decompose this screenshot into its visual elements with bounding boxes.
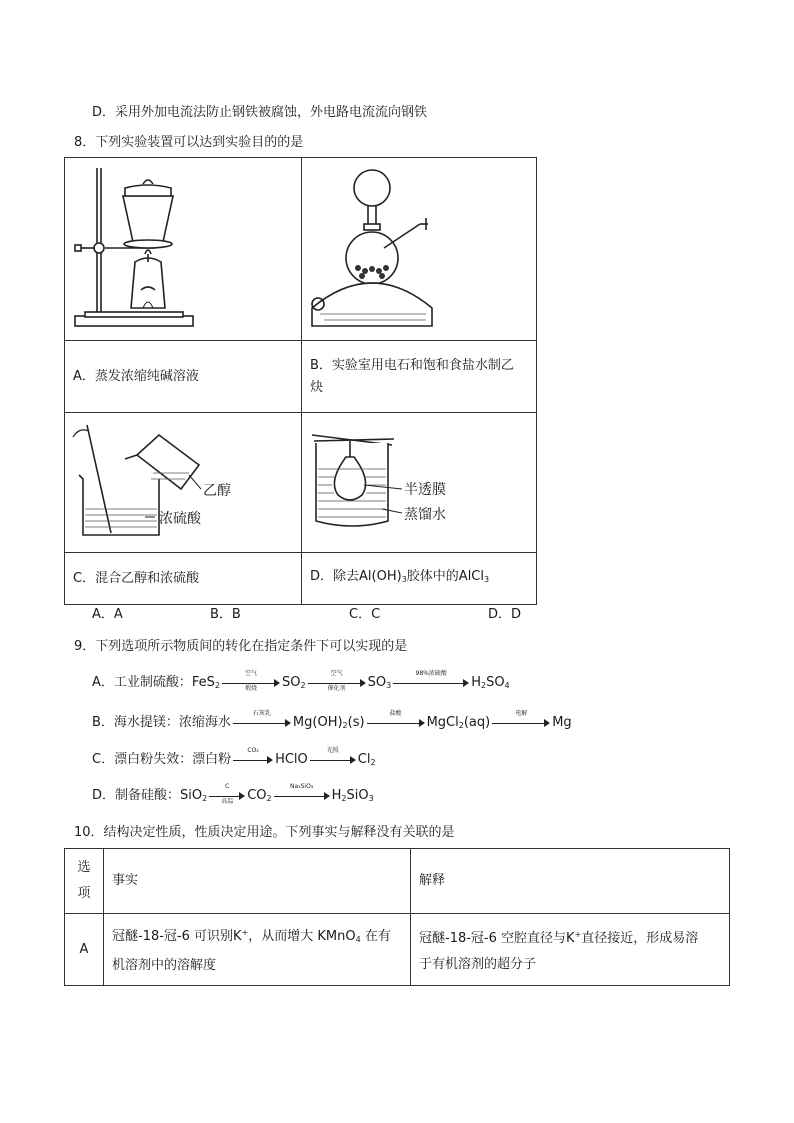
apparatus-b-caption-line1: B．实验室用电石和饱和食盐水制乙 xyxy=(310,357,514,373)
q9c-hclo: HClO xyxy=(275,752,308,767)
q9b-mg: Mg xyxy=(552,715,572,730)
apparatus-a-caption: A．蒸发浓缩纯碱溶液 xyxy=(65,341,302,413)
q9d-cond2-top: Na₂SiO₃ xyxy=(290,782,314,790)
arrow-icon xyxy=(310,746,356,766)
dialysis-apparatus-image xyxy=(302,413,536,548)
arrow-icon xyxy=(367,709,425,729)
row-a-option: A xyxy=(65,914,104,986)
expl-part2: 直径接近，形成易溶 xyxy=(581,930,699,946)
q9b-mgoh2: Mg(OH) xyxy=(292,715,343,730)
q9a-h-sub: 2 xyxy=(480,681,487,690)
q9c-prefix: C．漂白粉失效：漂白粉 xyxy=(92,752,232,767)
q9b-mgcl2-sub: 2 xyxy=(458,721,464,730)
q9a-so2-sub: 2 xyxy=(300,681,306,690)
q8-answer-b: B．B xyxy=(210,607,241,622)
q9b-cond2-top: 盐酸 xyxy=(389,709,402,717)
q9d-sio2-sub: 2 xyxy=(202,794,208,803)
arrow-icon xyxy=(222,669,280,692)
q9d-cond1-bottom: 高温 xyxy=(221,797,234,805)
q9d-h: H xyxy=(331,788,342,803)
fact-part1: 冠醚-18-冠-6 可识别 xyxy=(112,929,234,944)
q9a-so3-sub: 3 xyxy=(386,681,392,690)
q9a-so: SO xyxy=(486,675,505,690)
header-fact: 事实 xyxy=(104,849,411,914)
row-a-fact xyxy=(104,914,411,986)
q9b-mgoh2-sub: 2 xyxy=(342,721,348,730)
apparatus-b-caption-line2: 炔 xyxy=(310,379,324,395)
fact-part2: ，从而增大 KMnO xyxy=(248,929,356,944)
fact-part3: 在有 xyxy=(360,929,391,944)
arrow-icon xyxy=(233,746,273,766)
header-option xyxy=(65,849,104,914)
q8-answer-d: D．D xyxy=(488,607,522,622)
q9d-cond1-top: C xyxy=(225,782,230,790)
apparatus-d-cell xyxy=(302,413,537,553)
caption-d-oh: (OH) xyxy=(371,569,402,584)
q9a-so2: SO xyxy=(282,675,301,690)
q9-option-b xyxy=(92,709,572,735)
q9d-sio2: SiO xyxy=(180,788,203,803)
q9d-h-sub: 2 xyxy=(341,794,347,803)
q9b-prefix: B．海水提镁：浓缩海水 xyxy=(92,715,231,730)
caption-d-alcl: AlCl xyxy=(458,569,484,584)
q9d-co2-sub: 2 xyxy=(266,794,272,803)
evaporation-apparatus-image xyxy=(65,158,301,336)
expl-part1: 冠醚-18-冠-6 空腔直径与 xyxy=(419,930,567,946)
q7-option-d: D．采用外加电流法防止钢铁被腐蚀，外电路电流流向钢铁 xyxy=(92,105,428,120)
q9c-cond2-top: 光照 xyxy=(326,746,339,754)
q9b-state-aq: (aq) xyxy=(463,715,491,730)
table-row xyxy=(65,914,730,986)
label-distilled-water: 蒸馏水 xyxy=(404,507,446,523)
q9a-cond1-top: 空气 xyxy=(245,669,258,677)
caption-d-sub: 3 xyxy=(401,575,407,584)
q9a-prefix: A．工业制硫酸： xyxy=(92,675,192,690)
apparatus-a-cell xyxy=(65,158,302,341)
arrow-icon xyxy=(492,709,550,729)
caption-d-mid: 胶体中的 xyxy=(406,569,459,584)
apparatus-b-cell xyxy=(302,158,537,341)
apparatus-b-caption xyxy=(302,341,537,413)
label-concentrated-sulfuric-acid: 浓硫酸 xyxy=(159,511,201,527)
q9-option-a xyxy=(92,669,510,695)
q8-apparatus-table xyxy=(64,157,537,605)
q9c-cl-sub: 2 xyxy=(370,758,376,767)
q9a-cond1-bottom: 煅烧 xyxy=(245,684,258,692)
q9c-cl: Cl xyxy=(357,752,371,767)
mixing-apparatus-image xyxy=(65,413,301,548)
apparatus-d-caption xyxy=(302,553,537,605)
arrow-icon xyxy=(233,709,291,729)
q9a-cond2-bottom: 催化剂 xyxy=(327,684,346,692)
q8-answer-a: A．A xyxy=(92,607,123,622)
q9a-cond3-top: 98%浓硫酸 xyxy=(415,669,447,677)
expl-k: K xyxy=(566,930,575,946)
q9a-fes: FeS xyxy=(191,675,215,690)
apparatus-c-cell xyxy=(65,413,302,553)
header-explanation: 解释 xyxy=(411,849,730,914)
fact-k-charge: + xyxy=(241,928,249,937)
q9a-so4-sub: 4 xyxy=(504,681,510,690)
label-semipermeable-membrane: 半透膜 xyxy=(404,482,446,498)
table-header-row xyxy=(65,849,730,914)
caption-d-al: Al xyxy=(359,569,372,584)
q9d-sio3-sub: 3 xyxy=(368,794,374,803)
q9c-cond1-top: CO₂ xyxy=(247,746,259,754)
q9b-cond1-top: 石灰乳 xyxy=(252,709,271,717)
q9-option-c xyxy=(92,746,376,772)
fact-kmno4-sub: 4 xyxy=(355,935,361,944)
acetylene-generator-image xyxy=(302,158,536,336)
q8-answer-c: C．C xyxy=(349,607,381,622)
q10-table xyxy=(64,848,730,986)
header-option-line1: 选 xyxy=(77,860,91,875)
q9d-sio: SiO xyxy=(346,788,369,803)
arrow-icon xyxy=(308,669,366,692)
q9-stem: 9．下列选项所示物质间的转化在指定条件下可以实现的是 xyxy=(74,639,408,654)
header-option-line2: 项 xyxy=(77,886,91,901)
fact-k: K xyxy=(233,929,242,944)
arrow-icon xyxy=(274,782,330,802)
q9d-co2: CO xyxy=(247,788,267,803)
q9b-state-s: (s) xyxy=(347,715,365,730)
q9a-h: H xyxy=(471,675,481,690)
fact-part4: 机溶剂中的溶解度 xyxy=(112,958,217,973)
q9a-so3: SO xyxy=(367,675,387,690)
caption-d-sub2: 3 xyxy=(484,575,490,584)
q8-stem: 8．下列实验装置可以达到实验目的的是 xyxy=(74,135,304,150)
q9b-mgcl2: MgCl xyxy=(426,715,459,730)
apparatus-c-caption: C．混合乙醇和浓硫酸 xyxy=(65,553,302,605)
q9b-cond3-top: 电解 xyxy=(515,709,528,717)
row-a-explanation xyxy=(411,914,730,986)
q9a-cond2-top: 空气 xyxy=(330,669,343,677)
q9a-fes-sub: 2 xyxy=(214,681,221,690)
arrow-icon xyxy=(393,669,469,689)
q9d-prefix: D．制备硅酸： xyxy=(92,788,181,803)
caption-d-prefix: D．除去 xyxy=(310,569,360,584)
arrow-icon xyxy=(209,782,245,805)
expl-k-charge: + xyxy=(574,929,582,939)
label-ethanol: 乙醇 xyxy=(203,483,231,499)
q9-option-d xyxy=(92,782,374,808)
expl-part3: 于有机溶剂的超分子 xyxy=(419,956,537,972)
q10-stem: 10．结构决定性质，性质决定用途。下列事实与解释没有关联的是 xyxy=(74,825,455,840)
